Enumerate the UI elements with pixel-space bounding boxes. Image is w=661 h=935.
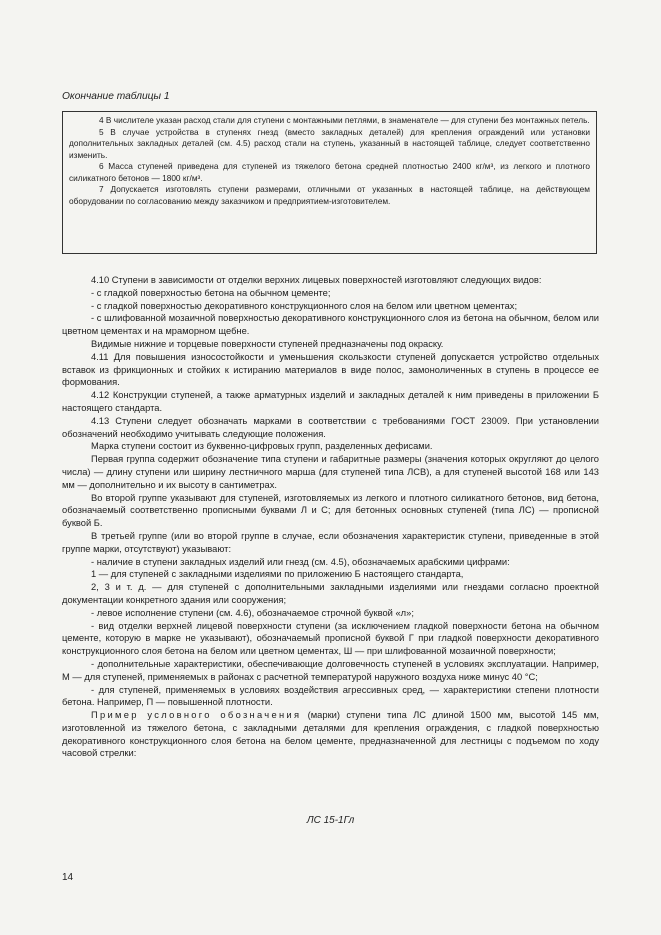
paragraph: Во второй группе указывают для ступеней, изготовляемых из легкого и плотного силикатного бетонов, вид бетона, обозначаемый соответственно прописными буквами Л и С; для бетонных основных ступеней (типа ЛС) — прописной буквой Б. bbox=[62, 492, 599, 529]
list-item: - дополнительные характеристики, обеспечивающие долговечность ступеней в условиях эксплуатации. Например, М — для ступеней, применяемых в районах с расчетной температурой наружного воздуха ниже минус 40 °С; bbox=[62, 658, 599, 682]
paragraph: Марка ступени состоит из буквенно-цифровых групп, разделенных дефисами. bbox=[91, 441, 433, 452]
paragraph: 4.11 Для повышения износостойкости и уменьшения скользкости ступеней допускается устройство отдельных вставок из фрикционных и стойких к истиранию материалов в виде полос, замоноличенных в ступень в процессе ее формования. bbox=[62, 351, 599, 388]
note-7: 7 Допускается изготовлять ступени размерами, отличными от указанных в настоящей таблице, на действующем оборудовании по согласованию между заказчиком и предприятием-изготовителем. bbox=[69, 184, 590, 206]
list-item: - наличие в ступени закладных изделий или гнезд (см. 4.5), обозначаемых арабскими цифрами: bbox=[91, 556, 510, 567]
page-number: 14 bbox=[62, 872, 74, 883]
note-4: 4 В числителе указан расход стали для ступени с монтажными петлями, в знаменателе — для ступени без монтажных петель. bbox=[99, 115, 590, 125]
paragraph: В третьей группе (или во второй группе в случае, если обозначения характеристик ступени, приведенные в этой группе марки, отсутствуют) указывают: bbox=[62, 530, 599, 554]
table-notes-box bbox=[62, 111, 597, 254]
paragraph: Видимые нижние и торцевые поверхности ступеней предназначены под окраску. bbox=[91, 338, 444, 349]
list-item: 2, 3 и т. д. — для ступеней с дополнительными закладными изделиями или гнездами согласно проектной документации конкретного здания или сооружения; bbox=[62, 582, 599, 605]
list-item: - левое исполнение ступени (см. 4.6), обозначаемое строчной буквой «л»; bbox=[91, 607, 414, 618]
note-5: 5 В случае устройства в ступенях гнезд (вместо закладных деталей) для крепления ограждений или установки дополнительных закладных деталей (см. 4.5) расход стали на ступень, указанный в настоящей таблице, следует соответственно изменить. bbox=[69, 126, 590, 160]
table-caption: Окончание таблицы 1 bbox=[62, 91, 170, 102]
body-text bbox=[62, 274, 599, 760]
paragraph: 4.10 Ступени в зависимости от отделки верхних лицевых поверхностей изготовляют следующих видов: bbox=[91, 275, 542, 285]
note-6: 6 Масса ступеней приведена для ступеней из тяжелого бетона средней плотностью 2400 кг/м³, из легкого и плотного силикатного бетонов — 1800 кг/м³. bbox=[69, 161, 590, 183]
list-item: 1 — для ступеней с закладными изделиями по приложению Б настоящего стандарта, bbox=[91, 569, 464, 580]
example-label: Пример условного обозначения bbox=[91, 710, 302, 721]
designation-formula: ЛС 15-1Гл bbox=[306, 815, 355, 826]
list-item: - с гладкой поверхностью декоративного конструкционного слоя на белом или цветном цементах; bbox=[91, 300, 518, 311]
example-text: (марки) ступени типа ЛС длиной 1500 мм, высотой 145 мм, изготовленной из тяжелого бетона, с закладными деталями для крепления ограждения, с гладкой поверхностью декоративного конструкционного слоя бетона на белом цементе, предназначенной для лестницы с подъемом по ходу часовой стрелки: bbox=[62, 710, 599, 759]
paragraph: Первая группа содержит обозначение типа ступени и габаритные размеры (значения которых округляют до целого числа) — длину ступени или ширину лестничного марша (для ступеней типа ЛСВ), а для ступеней высотой 168 или 143 мм — дополнительно и их высоту в сантиметрах. bbox=[62, 454, 599, 490]
paragraph: 4.12 Конструкции ступеней, а также арматурных изделий и закладных деталей к ним приведены в приложении Б настоящего стандарта. bbox=[62, 390, 599, 413]
list-item: - вид отделки верхней лицевой поверхности ступени (за исключением гладкой поверхности бетона на обычном цементе, которую в марке не указывают), обозначаемый прописной буквой Г при гладкой поверхности декоративного конструкционного слоя бетона на белом или цветном цементах, Ш — при шлифованной мозаичной поверхности; bbox=[62, 620, 599, 657]
list-item: - с гладкой поверхностью бетона на обычном цементе; bbox=[91, 287, 331, 298]
example-paragraph bbox=[62, 709, 599, 760]
list-item: - для ступеней, применяемых в условиях воздействия агрессивных сред, — характеристики степени плотности бетона. Например, П — повышенной плотности. bbox=[62, 684, 599, 708]
list-item: - с шлифованной мозаичной поверхностью декоративного конструкционного слоя из бетона на обычном, белом или цветном цементах и на мраморном щебне. bbox=[62, 313, 599, 337]
paragraph: 4.13 Ступени следует обозначать марками в соответствии с требованиями ГОСТ 23009. При установлении обозначений необходимо учитывать следующие положения. bbox=[62, 415, 599, 439]
